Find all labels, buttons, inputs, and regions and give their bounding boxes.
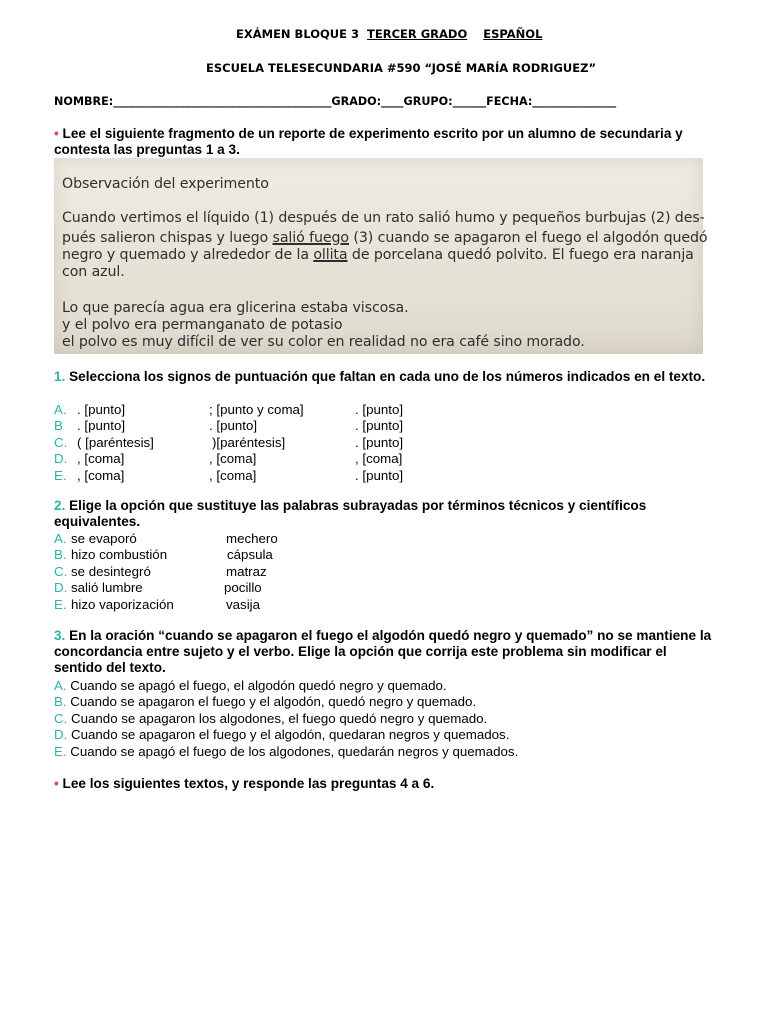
option-a[interactable]: A. . [punto] ; [punto y coma] . [punto] bbox=[54, 402, 404, 417]
exam-title: EXÁMEN BLOQUE 3 bbox=[236, 27, 359, 41]
option-e[interactable]: E. , [coma] , [coma] . [punto] bbox=[54, 467, 404, 483]
question-number: 1. bbox=[54, 369, 66, 384]
experiment-report-image bbox=[54, 158, 708, 354]
option-a[interactable]: A. Cuando se apagó el fuego, el algodón quedó negro y quemado. bbox=[54, 678, 447, 693]
question-2-options bbox=[54, 531, 454, 616]
option-a[interactable]: A. se evaporó mechero bbox=[54, 531, 278, 546]
bullet-icon: • bbox=[54, 776, 59, 791]
note-line: Cuando vertimos el líquido (1) después de un rato salió humo y pequeños burbujas (2) des- bbox=[62, 210, 705, 226]
grade-label: TERCER GRADO bbox=[367, 27, 468, 41]
subject-label: ESPAÑOL bbox=[483, 27, 543, 41]
option-b[interactable]: B. Cuando se apagaron el fuego y el algodón, quedó negro y quemado. bbox=[54, 694, 477, 710]
option-e[interactable]: E. Cuando se apagó el fuego de los algodones, quedarán negros y quemados. bbox=[54, 743, 519, 759]
underlined-ollita: ollita bbox=[313, 247, 348, 263]
question-number: 3. bbox=[54, 628, 66, 643]
question-1 bbox=[54, 369, 714, 385]
question-number: 2. bbox=[54, 498, 66, 513]
school-name: ESCUELA TELESECUNDARIA #590 “JOSÉ MARÍA RODRIGUEZ” bbox=[206, 61, 597, 75]
instruction-1-text: Lee el siguiente fragmento de un reporte de experimento escrito por un alumno de secundaria y contesta las preguntas 1 a 3. bbox=[54, 126, 683, 157]
option-d[interactable]: D. salió lumbre pocillo bbox=[54, 580, 262, 596]
question-2-text: Elige la opción que sustituye las palabras subrayadas por términos técnicos y científicos equivalentes. bbox=[54, 498, 647, 529]
note-line: el polvo es muy difícil de ver su color en realidad no era café sino morado. bbox=[62, 334, 585, 350]
question-1-text: Selecciona los signos de puntuación que faltan en cada uno de los números indicados en el texto. bbox=[65, 369, 706, 384]
question-3 bbox=[54, 628, 714, 676]
option-e[interactable]: E. hizo vaporización vasija bbox=[54, 596, 260, 612]
option-c[interactable]: C. se desintegró matraz bbox=[54, 563, 267, 579]
option-d[interactable]: D. Cuando se apagaron el fuego y el algodón, quedaran negros y quemados. bbox=[54, 727, 510, 743]
option-b[interactable]: B . [punto] . [punto] . [punto] bbox=[54, 418, 404, 434]
option-c[interactable]: C. Cuando se apagaron los algodones, el fuego quedó negro y quemado. bbox=[54, 710, 488, 726]
student-info-line: NOMBRE:_______________________________________GRADO:____GRUPO:______FECHA:_______________ bbox=[54, 95, 617, 108]
note-title: Observación del experimento bbox=[62, 176, 269, 192]
option-d[interactable]: D. , [coma] , [coma] , [coma] bbox=[54, 451, 403, 467]
question-3-options bbox=[54, 678, 714, 763]
instruction-2-text: Lee los siguientes textos, y responde las preguntas 4 a 6. bbox=[58, 776, 435, 791]
option-b[interactable]: B. hizo combustión cápsula bbox=[54, 547, 273, 563]
instruction-1 bbox=[54, 126, 714, 158]
note-line: negro y quemado y alrededor de la ollita de porcelana quedó polvito. El fuego era naranja bbox=[62, 247, 694, 263]
underlined-salio-fuego: salió fuego bbox=[272, 230, 349, 246]
bullet-icon: • bbox=[54, 126, 59, 141]
exam-title-line bbox=[236, 27, 542, 41]
question-2 bbox=[54, 498, 714, 530]
note-line: pués salieron chispas y luego salió fuego (3) cuando se apagaron el fuego el algodón quedó bbox=[62, 230, 708, 246]
instruction-2 bbox=[54, 776, 714, 792]
question-3-text: En la oración “cuando se apagaron el fuego el algodón quedó negro y quemado” no se mantiene la concordancia entre sujeto y el verbo. Elige la opción que corrija este problema sin modificar el sentido del texto. bbox=[54, 628, 712, 675]
note-line: con azul. bbox=[62, 264, 125, 280]
option-c[interactable]: C. ( [paréntesis] )[paréntesis] . [punto] bbox=[54, 434, 404, 450]
question-1-options bbox=[54, 402, 554, 487]
note-line: Lo que parecía agua era glicerina estaba viscosa. bbox=[62, 300, 409, 316]
note-line: y el polvo era permanganato de potasio bbox=[62, 317, 343, 333]
